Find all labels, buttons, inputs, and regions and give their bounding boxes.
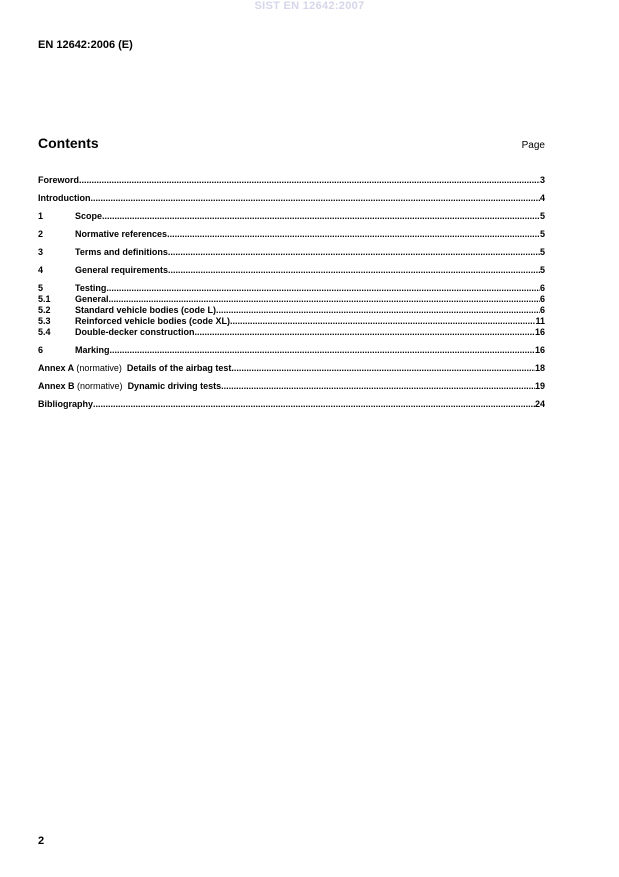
toc-entry-scope[interactable] (38, 211, 545, 222)
toc-entry-number: 5.4 (38, 327, 51, 337)
toc-entry-testing-general[interactable] (38, 294, 545, 305)
toc-entry-page: 5 (539, 211, 545, 221)
toc-leader (221, 381, 535, 392)
toc-entry-page: 4 (539, 193, 545, 203)
toc-entry-terms-and-definitions[interactable] (38, 247, 545, 258)
toc-entry-annex-a[interactable] (38, 363, 545, 374)
toc-entry-title: Bibliography (38, 399, 94, 409)
toc-entry-page: 18 (534, 363, 545, 373)
toc-entry-foreword[interactable] (38, 175, 545, 186)
toc-entry-title: Introduction (38, 193, 91, 203)
toc-entry-testing[interactable] (38, 283, 545, 294)
annex-title: Details of the airbag test (126, 363, 232, 373)
toc-entry-number: 1 (38, 211, 44, 221)
toc-entry-title: Normative references (75, 229, 168, 239)
toc-leader (110, 345, 535, 356)
toc-entry-page: 16 (534, 327, 545, 337)
toc-entry-marking[interactable] (38, 345, 545, 356)
toc-entry-title: Foreword (38, 175, 80, 185)
toc-leader (168, 247, 540, 258)
toc-entry-number: 6 (38, 345, 44, 355)
annex-prefix: Annex B (38, 381, 75, 391)
watermark: SIST EN 12642:2007 (254, 0, 365, 12)
toc-entry-title: Terms and definitions (75, 247, 168, 257)
toc-leader (102, 211, 540, 222)
table-of-contents (38, 175, 545, 410)
toc-leader (167, 229, 540, 240)
toc-entry-title: Marking (75, 345, 110, 355)
toc-entry-title: Testing (75, 283, 107, 293)
toc-entry-title: Scope (75, 211, 103, 221)
page-number: 2 (38, 835, 45, 847)
toc-entry-page: 5 (539, 247, 545, 257)
toc-entry-title (38, 363, 231, 374)
toc-entry-page: 6 (539, 283, 545, 293)
toc-entry-page: 5 (539, 265, 545, 275)
toc-entry-annex-b[interactable] (38, 381, 545, 392)
toc-entry-general-requirements[interactable] (38, 265, 545, 276)
toc-entry-reinforced-vehicle-bodies[interactable] (38, 316, 545, 327)
toc-entry-double-decker-construction[interactable] (38, 327, 545, 338)
toc-entry-title (38, 381, 221, 392)
annex-prefix: Annex A (38, 363, 74, 373)
toc-entry-page: 5 (539, 229, 545, 239)
toc-entry-bibliography[interactable] (38, 399, 545, 410)
contents-heading: Contents (38, 135, 99, 151)
toc-entry-page: 11 (535, 316, 545, 326)
toc-entry-title: Standard vehicle bodies (code L) (75, 305, 217, 315)
toc-leader (93, 399, 535, 410)
toc-entry-page: 19 (534, 381, 545, 391)
toc-entry-page: 16 (534, 345, 545, 355)
toc-entry-number: 3 (38, 247, 44, 257)
toc-entry-title: Double-decker construction (75, 327, 195, 337)
toc-leader (168, 265, 540, 276)
page-column-label: Page (521, 140, 545, 151)
toc-entry-page: 3 (539, 175, 545, 185)
annex-qualifier: (normative) (76, 363, 122, 373)
toc-entry-page: 6 (539, 294, 545, 304)
toc-entry-title: General (75, 294, 109, 304)
document-identifier: EN 12642:2006 (E) (38, 39, 133, 51)
toc-leader (109, 294, 540, 305)
toc-entry-number: 5.1 (38, 294, 51, 304)
toc-entry-page: 24 (534, 399, 545, 409)
toc-entry-introduction[interactable] (38, 193, 545, 204)
toc-entry-title: General requirements (75, 265, 169, 275)
toc-leader (230, 316, 535, 327)
toc-leader (216, 305, 540, 316)
toc-entry-page: 6 (539, 305, 545, 315)
toc-leader (195, 327, 535, 338)
toc-entry-number: 5.3 (38, 316, 51, 326)
annex-title: Dynamic driving tests (127, 381, 222, 391)
toc-entry-title: Reinforced vehicle bodies (code XL) (75, 316, 231, 326)
toc-leader (91, 193, 540, 204)
toc-entry-number: 2 (38, 229, 44, 239)
toc-leader (231, 363, 535, 374)
annex-qualifier: (normative) (77, 381, 123, 391)
toc-entry-normative-references[interactable] (38, 229, 545, 240)
toc-leader (79, 175, 540, 186)
toc-leader (106, 283, 540, 294)
toc-entry-number: 5.2 (38, 305, 51, 315)
toc-entry-number: 4 (38, 265, 44, 275)
toc-entry-standard-vehicle-bodies[interactable] (38, 305, 545, 316)
toc-entry-number: 5 (38, 283, 44, 293)
